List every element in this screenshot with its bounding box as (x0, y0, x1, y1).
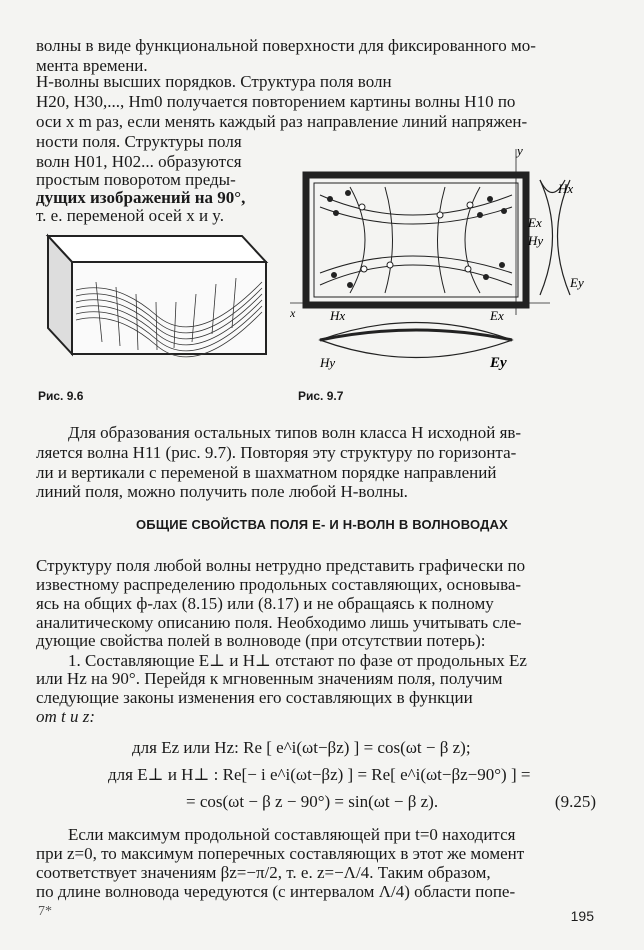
label-y: y (517, 145, 523, 158)
label-ey-bottom: Ey (490, 355, 507, 371)
text-line: ясь на общих ф-лах (8.15) или (8.17) и не обращаясь к полному (36, 594, 494, 613)
text-line: оси x m раз, если менять каждый раз направление линий напряжен- (36, 112, 528, 131)
text-line: или Hz на 90°. Перейдя к мгновенным значениям поля, получим (36, 669, 503, 688)
text-line: ли и вертикали с переменой в шахматном порядке направлений (36, 463, 497, 482)
label-hx: Hx (558, 181, 574, 196)
side-text-line: простым поворотом преды- (36, 170, 236, 189)
side-text-line: дущих изображений на 90°, (36, 188, 246, 207)
text-line: H20, H30,..., Hm0 получается повторением картины волны H10 по (36, 92, 516, 111)
text-line: H-волны высших порядков. Структура поля волн (36, 72, 392, 91)
text-line: от t и z: (36, 707, 96, 726)
text-line: 1. Составляющие E⊥ и H⊥ отстают по фазе от продольных Ez (68, 651, 527, 670)
text-line: аналитическому описанию поля. Необходимо лишь учитывать сле- (36, 613, 522, 632)
text-line: известному распределению продольных составляющих, основыва- (36, 575, 522, 594)
formula-3: = cos(ωt − β z − 90°) = sin(ωt − β z). (186, 792, 439, 811)
text-line: ляется волна H11 (рис. 9.7). Повторяя эту структуру по горизонта- (36, 443, 517, 462)
page-number: 195 (570, 908, 594, 924)
text-line: Если максимум продольной составляющей при t=0 находится (68, 825, 516, 844)
text-line: волны в виде функциональной поверхности для фиксированного мо- (36, 36, 536, 55)
text-line: при z=0, то максимум поперечных составляющих в этот же момент (36, 844, 525, 863)
section-heading: ОБЩИЕ СВОЙСТВА ПОЛЯ E- И H-ВОЛН В ВОЛНОВОДАХ (135, 517, 509, 532)
fig-9-6-caption: Рис. 9.6 (38, 389, 84, 403)
text-line: мента времени. (36, 56, 148, 75)
text-line: ности поля. Структуры поля (36, 132, 242, 151)
formula-1: для Ez или Hz: Re [ e^i(ωt−βz) ] = cos(ωt − β z); (132, 738, 471, 757)
figure-9-6 (36, 232, 276, 372)
fig-9-7-caption: Рис. 9.7 (298, 389, 344, 403)
label-hy: Hy (528, 233, 544, 248)
label-ex: Ex (528, 215, 542, 230)
side-text-line: т. е. переменой осей x и y. (36, 206, 224, 225)
text-line: Структуру поля любой волны нетрудно представить графически по (36, 556, 526, 575)
label-hx-bottom: Hx (330, 308, 346, 323)
label-ey: Ey (570, 275, 584, 290)
formula-2: для E⊥ и H⊥ : Re[− i e^i(ωt−βz) ] = Re[ e^i(ωt−βz−90°) ] = (108, 765, 531, 784)
label-x: x (290, 306, 296, 320)
text-line: линий поля, можно получить поле любой H-волны. (36, 482, 408, 501)
side-text-line: волн H01, H02... образуются (36, 152, 242, 171)
corner-mark: 7* (38, 904, 52, 919)
text-line: дующие свойства полей в волноводе (при отсутствии потерь): (36, 631, 486, 650)
text-line: следующие законы изменения его составляющих в функции (36, 688, 473, 707)
text-line: Для образования остальных типов волн класса H исходной яв- (68, 423, 522, 442)
equation-number: (9.25) (554, 792, 596, 811)
label-hy-bottom: Hy (320, 355, 336, 370)
figure-9-7 (290, 145, 590, 390)
text-line: соответствует значениям βz=−π/2, т. е. z=−Λ/4. Таким образом, (36, 863, 491, 882)
text-line: по длине волновода чередуются (с интервалом Λ/4) области попе- (36, 882, 516, 901)
label-ex-bottom: Ex (490, 308, 504, 323)
